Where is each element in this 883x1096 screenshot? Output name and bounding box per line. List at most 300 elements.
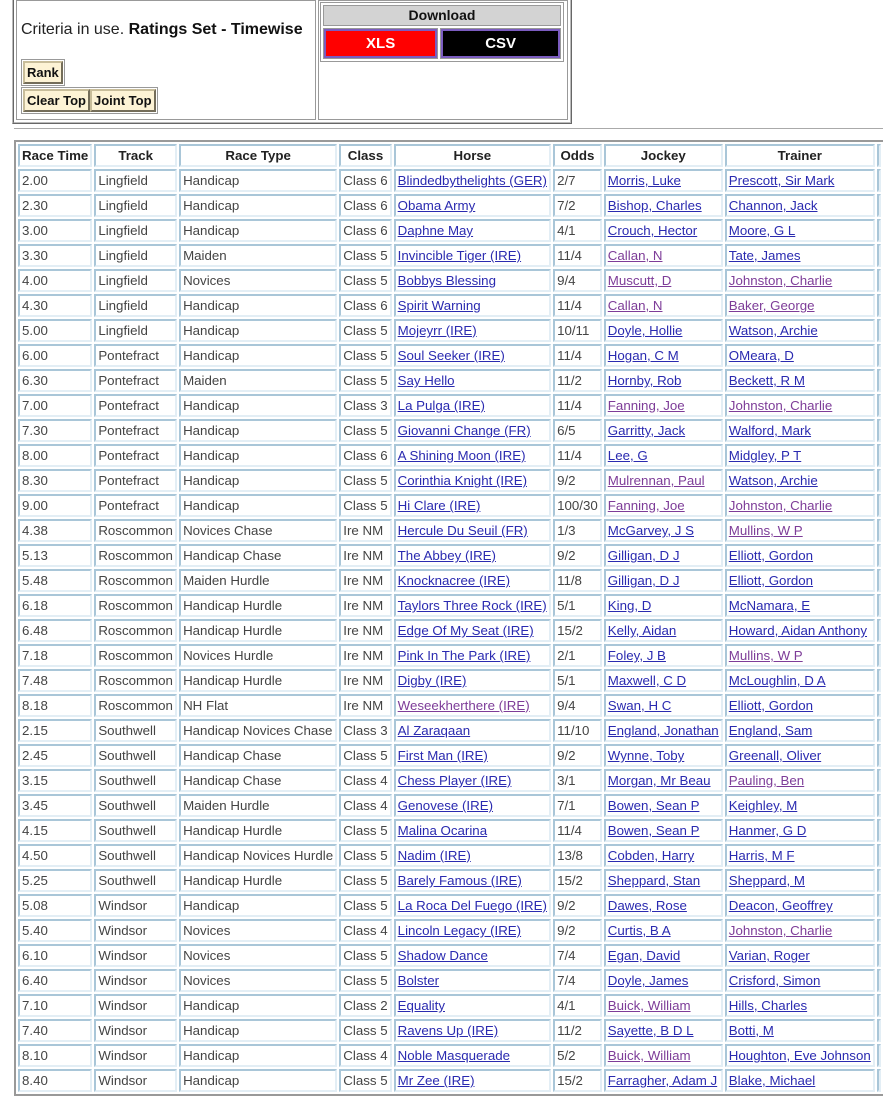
jockey-link[interactable]: Callan, N — [607, 248, 663, 263]
horse-link[interactable]: Nadim (IRE) — [397, 848, 471, 863]
race-time-cell: 2.45 — [18, 744, 92, 767]
col-header-jockey[interactable]: Jockey — [604, 144, 723, 167]
track-cell: Pontefract — [94, 419, 177, 442]
horse-cell — [394, 494, 551, 517]
jockey-link[interactable]: Buick, William — [607, 998, 691, 1013]
odds-cell: 2/1 — [553, 644, 602, 667]
trainer-cell — [725, 494, 875, 517]
trainer-link[interactable]: Elliott, Gordon — [728, 573, 814, 588]
jockey-link[interactable]: Cobden, Harry — [607, 848, 695, 863]
race-time-cell: 7.40 — [18, 1019, 92, 1042]
clear-top-button[interactable]: Clear Top — [23, 89, 90, 112]
jockey-cell — [604, 194, 723, 217]
trainer-link[interactable]: Tate, James — [728, 248, 801, 263]
track-cell: Roscommon — [94, 569, 177, 592]
trainer-link[interactable]: Mullins, W P — [728, 523, 803, 538]
horse-link[interactable]: Corinthia Knight (IRE) — [397, 473, 527, 488]
horse-link[interactable]: Bolster — [397, 973, 440, 988]
race-type-cell: Novices — [179, 969, 337, 992]
download-table — [320, 2, 564, 62]
jockey-link[interactable]: Lee, G — [607, 448, 648, 463]
jockey-cell — [604, 269, 723, 292]
cut-off-cell — [877, 1044, 881, 1067]
table-row — [18, 994, 881, 1017]
trainer-link[interactable]: Elliott, Gordon — [728, 548, 814, 563]
race-type-cell: Handicap Hurdle — [179, 669, 337, 692]
horse-link[interactable]: Equality — [397, 998, 445, 1013]
trainer-link[interactable]: Mullins, W P — [728, 648, 803, 663]
jockey-link[interactable]: McGarvey, J S — [607, 523, 694, 538]
jockey-cell — [604, 294, 723, 317]
odds-cell: 9/2 — [553, 744, 602, 767]
race-type-cell: Handicap Chase — [179, 769, 337, 792]
horse-link[interactable]: Noble Masquerade — [397, 1048, 511, 1063]
horse-link[interactable]: The Abbey (IRE) — [397, 548, 496, 563]
horse-link[interactable]: Giovanni Change (FR) — [397, 423, 531, 438]
class-cell: Ire NM — [339, 644, 391, 667]
jockey-link[interactable]: Crouch, Hector — [607, 223, 698, 238]
jockey-link[interactable]: Mulrennan, Paul — [607, 473, 705, 488]
horse-cell — [394, 619, 551, 642]
horse-link[interactable]: Soul Seeker (IRE) — [397, 348, 505, 363]
race-time-cell: 7.48 — [18, 669, 92, 692]
odds-cell: 7/4 — [553, 944, 602, 967]
odds-cell: 11/10 — [553, 719, 602, 742]
jockey-link[interactable]: Bowen, Sean P — [607, 823, 700, 838]
trainer-link[interactable]: Johnston, Charlie — [728, 398, 833, 413]
class-cell: Class 6 — [339, 219, 391, 242]
trainer-link[interactable]: Hanmer, G D — [728, 823, 807, 838]
race-type-cell: Handicap Hurdle — [179, 819, 337, 842]
horse-link[interactable]: Blindedbythelights (GER) — [397, 173, 547, 188]
trainer-link[interactable]: Johnston, Charlie — [728, 923, 833, 938]
odds-cell: 7/2 — [553, 194, 602, 217]
track-cell: Southwell — [94, 769, 177, 792]
class-cell: Class 5 — [339, 494, 391, 517]
horse-link[interactable]: Bobbys Blessing — [397, 273, 496, 288]
table-row — [18, 969, 881, 992]
odds-cell: 11/4 — [553, 244, 602, 267]
horse-cell — [394, 344, 551, 367]
horse-cell — [394, 819, 551, 842]
trainer-cell — [725, 344, 875, 367]
jockey-link[interactable]: Fanning, Joe — [607, 498, 685, 513]
col-header-class[interactable]: Class — [339, 144, 391, 167]
table-row — [18, 344, 881, 367]
class-cell: Class 5 — [339, 344, 391, 367]
race-time-cell: 2.00 — [18, 169, 92, 192]
table-row — [18, 244, 881, 267]
cut-off-cell — [877, 744, 881, 767]
odds-cell: 6/5 — [553, 419, 602, 442]
jockey-link[interactable]: Sayette, B D L — [607, 1023, 694, 1038]
table-row — [18, 844, 881, 867]
track-cell: Lingfield — [94, 294, 177, 317]
track-cell: Roscommon — [94, 594, 177, 617]
race-type-cell: Handicap — [179, 344, 337, 367]
trainer-cell — [725, 194, 875, 217]
trainer-link[interactable]: Moore, G L — [728, 223, 796, 238]
race-time-cell: 8.18 — [18, 694, 92, 717]
horse-cell — [394, 419, 551, 442]
col-header-horse[interactable]: Horse — [394, 144, 551, 167]
class-cell: Ire NM — [339, 594, 391, 617]
class-cell: Class 3 — [339, 719, 391, 742]
race-type-cell: Handicap — [179, 194, 337, 217]
track-cell: Lingfield — [94, 194, 177, 217]
horse-link[interactable]: Hercule Du Seuil (FR) — [397, 523, 528, 538]
jockey-cell — [604, 644, 723, 667]
criteria-prefix: Criteria in use. — [21, 21, 125, 38]
horse-cell — [394, 694, 551, 717]
trainer-link[interactable]: Pauling, Ben — [728, 773, 805, 788]
trainer-link[interactable]: Baker, George — [728, 298, 815, 313]
horse-link[interactable]: Invincible Tiger (IRE) — [397, 248, 522, 263]
horse-link[interactable]: Shadow Dance — [397, 948, 488, 963]
cut-off-cell — [877, 794, 881, 817]
class-cell: Class 2 — [339, 994, 391, 1017]
horse-cell — [394, 919, 551, 942]
trainer-link[interactable]: Channon, Jack — [728, 198, 818, 213]
trainer-link[interactable]: Elliott, Gordon — [728, 698, 814, 713]
horse-link[interactable]: Malina Ocarina — [397, 823, 488, 838]
rank-button[interactable]: Rank — [23, 61, 63, 84]
jockey-cell — [604, 794, 723, 817]
race-type-cell: Novices — [179, 919, 337, 942]
jockey-link[interactable]: Swan, H C — [607, 698, 672, 713]
race-type-cell: Handicap — [179, 394, 337, 417]
jockey-link[interactable]: Kelly, Aidan — [607, 623, 677, 638]
jockey-link[interactable]: Hornby, Rob — [607, 373, 682, 388]
trainer-link[interactable]: Blake, Michael — [728, 1073, 816, 1088]
jockey-link[interactable]: Gilligan, D J — [607, 548, 680, 563]
horse-link[interactable]: Knocknacree (IRE) — [397, 573, 511, 588]
class-cell: Class 6 — [339, 294, 391, 317]
jockey-cell — [604, 469, 723, 492]
races-table-wrap — [14, 140, 883, 1096]
trainer-link[interactable]: Watson, Archie — [728, 473, 818, 488]
horse-link[interactable]: Taylors Three Rock (IRE) — [397, 598, 547, 613]
jockey-link[interactable]: England, Jonathan — [607, 723, 719, 738]
horse-link[interactable]: Ravens Up (IRE) — [397, 1023, 499, 1038]
jockey-cell — [604, 594, 723, 617]
trainer-cell — [725, 844, 875, 867]
horse-link[interactable]: A Shining Moon (IRE) — [397, 448, 526, 463]
horse-link[interactable]: La Pulga (IRE) — [397, 398, 485, 413]
cut-off-cell — [877, 669, 881, 692]
horse-link[interactable]: La Roca Del Fuego (IRE) — [397, 898, 547, 913]
table-row — [18, 819, 881, 842]
horse-link[interactable]: Barely Famous (IRE) — [397, 873, 522, 888]
trainer-cell — [725, 169, 875, 192]
horse-link[interactable]: Lincoln Legacy (IRE) — [397, 923, 522, 938]
trainer-link[interactable]: Crisford, Simon — [728, 973, 821, 988]
trainer-link[interactable]: Howard, Aidan Anthony — [728, 623, 868, 638]
jockey-link[interactable]: Sheppard, Stan — [607, 873, 701, 888]
horse-link[interactable]: Say Hello — [397, 373, 455, 388]
jockey-link[interactable]: Egan, David — [607, 948, 681, 963]
jockey-cell — [604, 969, 723, 992]
jockey-cell — [604, 244, 723, 267]
class-cell: Class 5 — [339, 244, 391, 267]
race-time-cell: 4.38 — [18, 519, 92, 542]
trainer-link[interactable]: Prescott, Sir Mark — [728, 173, 835, 188]
trainer-link[interactable]: Houghton, Eve Johnson — [728, 1048, 871, 1063]
trainer-link[interactable]: Harris, M F — [728, 848, 795, 863]
jockey-link[interactable]: Bowen, Sean P — [607, 798, 700, 813]
horse-link[interactable]: Weseekherthere (IRE) — [397, 698, 530, 713]
odds-cell: 11/4 — [553, 394, 602, 417]
horse-link[interactable]: Genovese (IRE) — [397, 798, 494, 813]
jockey-cell — [604, 769, 723, 792]
horse-link[interactable]: Obama Army — [397, 198, 476, 213]
jockey-link[interactable]: Buick, William — [607, 1048, 691, 1063]
track-cell: Roscommon — [94, 644, 177, 667]
race-time-cell: 7.30 — [18, 419, 92, 442]
track-cell: Roscommon — [94, 619, 177, 642]
table-row — [18, 569, 881, 592]
race-time-cell: 2.15 — [18, 719, 92, 742]
cut-off-cell — [877, 269, 881, 292]
race-time-cell: 3.45 — [18, 794, 92, 817]
trainer-link[interactable]: Johnston, Charlie — [728, 498, 833, 513]
race-time-cell: 5.48 — [18, 569, 92, 592]
horse-cell — [394, 519, 551, 542]
horse-cell — [394, 244, 551, 267]
race-type-cell: Novices Hurdle — [179, 644, 337, 667]
class-cell: Class 4 — [339, 794, 391, 817]
class-cell: Ire NM — [339, 669, 391, 692]
jockey-link[interactable]: King, D — [607, 598, 652, 613]
class-cell: Class 5 — [339, 894, 391, 917]
cut-off-cell — [877, 469, 881, 492]
trainer-link[interactable]: Sheppard, M — [728, 873, 805, 888]
jockey-link[interactable]: Wynne, Toby — [607, 748, 685, 763]
horse-link[interactable]: Al Zaraqaan — [397, 723, 471, 738]
track-cell: Lingfield — [94, 244, 177, 267]
horse-link[interactable]: Chess Player (IRE) — [397, 773, 512, 788]
jockey-link[interactable]: Doyle, James — [607, 973, 689, 988]
track-cell: Pontefract — [94, 369, 177, 392]
track-cell: Roscommon — [94, 669, 177, 692]
cut-off-cell — [877, 1019, 881, 1042]
class-cell: Class 4 — [339, 919, 391, 942]
trainer-link[interactable]: Midgley, P T — [728, 448, 802, 463]
horse-cell — [394, 794, 551, 817]
trainer-link[interactable]: Botti, M — [728, 1023, 774, 1038]
trainer-cell — [725, 894, 875, 917]
table-row — [18, 944, 881, 967]
trainer-link[interactable]: Varian, Roger — [728, 948, 810, 963]
odds-cell: 3/1 — [553, 769, 602, 792]
xls-download-button[interactable]: XLS — [324, 29, 437, 58]
race-type-cell: Handicap Chase — [179, 744, 337, 767]
horse-cell — [394, 294, 551, 317]
trainer-link[interactable]: Beckett, R M — [728, 373, 805, 388]
horse-link[interactable]: First Man (IRE) — [397, 748, 488, 763]
race-type-cell: Handicap — [179, 294, 337, 317]
jockey-link[interactable]: Muscutt, D — [607, 273, 672, 288]
horse-link[interactable]: Hi Clare (IRE) — [397, 498, 481, 513]
track-cell: Windsor — [94, 944, 177, 967]
race-time-cell: 8.30 — [18, 469, 92, 492]
horse-link[interactable]: Mr Zee (IRE) — [397, 1073, 475, 1088]
table-row — [18, 594, 881, 617]
trainer-cell — [725, 1044, 875, 1067]
col-header-odds[interactable]: Odds — [553, 144, 602, 167]
track-cell: Windsor — [94, 1069, 177, 1092]
trainer-cell — [725, 669, 875, 692]
track-cell: Pontefract — [94, 494, 177, 517]
jockey-link[interactable]: Foley, J B — [607, 648, 666, 663]
col-header-track[interactable]: Track — [94, 144, 177, 167]
odds-cell: 10/11 — [553, 319, 602, 342]
trainer-link[interactable]: OMeara, D — [728, 348, 794, 363]
horse-cell — [394, 544, 551, 567]
track-cell: Windsor — [94, 994, 177, 1017]
trainer-link[interactable]: McLoughlin, D A — [728, 673, 826, 688]
table-row — [18, 319, 881, 342]
horse-link[interactable]: Mojeyrr (IRE) — [397, 323, 477, 338]
jockey-link[interactable]: Doyle, Hollie — [607, 323, 683, 338]
jockey-cell — [604, 744, 723, 767]
criteria-cell — [16, 0, 316, 120]
class-cell: Class 5 — [339, 319, 391, 342]
col-header-cut-off — [877, 144, 881, 167]
table-row — [18, 769, 881, 792]
cut-off-cell — [877, 394, 881, 417]
cut-off-cell — [877, 594, 881, 617]
trainer-link[interactable]: England, Sam — [728, 723, 813, 738]
cut-off-cell — [877, 819, 881, 842]
odds-cell: 11/4 — [553, 819, 602, 842]
col-header-race-type[interactable]: Race Type — [179, 144, 337, 167]
trainer-link[interactable]: Walford, Mark — [728, 423, 812, 438]
race-time-cell: 5.13 — [18, 544, 92, 567]
jockey-link[interactable]: Gilligan, D J — [607, 573, 680, 588]
odds-cell: 7/4 — [553, 969, 602, 992]
race-type-cell: Handicap Hurdle — [179, 594, 337, 617]
horse-link[interactable]: Spirit Warning — [397, 298, 481, 313]
table-row — [18, 544, 881, 567]
race-type-cell: Maiden — [179, 369, 337, 392]
trainer-link[interactable]: Keighley, M — [728, 798, 798, 813]
horse-link[interactable]: Daphne May — [397, 223, 474, 238]
horse-cell — [394, 594, 551, 617]
table-row — [18, 719, 881, 742]
trainer-cell — [725, 769, 875, 792]
trainer-link[interactable]: McNamara, E — [728, 598, 811, 613]
table-row — [18, 644, 881, 667]
race-type-cell: Handicap Novices Hurdle — [179, 844, 337, 867]
race-type-cell: Maiden — [179, 244, 337, 267]
jockey-link[interactable]: Bishop, Charles — [607, 198, 702, 213]
track-cell: Southwell — [94, 794, 177, 817]
odds-cell: 15/2 — [553, 1069, 602, 1092]
table-row — [18, 444, 881, 467]
trainer-link[interactable]: Deacon, Geoffrey — [728, 898, 833, 913]
jockey-link[interactable]: Morris, Luke — [607, 173, 681, 188]
trainer-cell — [725, 944, 875, 967]
jockey-link[interactable]: Fanning, Joe — [607, 398, 685, 413]
jockey-link[interactable]: Garritty, Jack — [607, 423, 686, 438]
horse-link[interactable]: Edge Of My Seat (IRE) — [397, 623, 534, 638]
table-row — [18, 669, 881, 692]
cut-off-cell — [877, 719, 881, 742]
table-row — [18, 894, 881, 917]
race-type-cell: Handicap — [179, 419, 337, 442]
horse-cell — [394, 194, 551, 217]
jockey-link[interactable]: Hogan, C M — [607, 348, 679, 363]
jockey-link[interactable]: Morgan, Mr Beau — [607, 773, 711, 788]
jockey-cell — [604, 1069, 723, 1092]
jockey-cell — [604, 944, 723, 967]
odds-cell: 11/2 — [553, 369, 602, 392]
class-cell: Class 6 — [339, 444, 391, 467]
cut-off-cell — [877, 494, 881, 517]
table-row — [18, 369, 881, 392]
criteria-text — [21, 21, 303, 39]
horse-link[interactable]: Pink In The Park (IRE) — [397, 648, 531, 663]
class-cell: Class 6 — [339, 194, 391, 217]
trainer-link[interactable]: Watson, Archie — [728, 323, 818, 338]
race-time-cell: 3.00 — [18, 219, 92, 242]
track-cell: Southwell — [94, 744, 177, 767]
jockey-cell — [604, 669, 723, 692]
horse-link[interactable]: Digby (IRE) — [397, 673, 467, 688]
horse-cell — [394, 1019, 551, 1042]
jockey-link[interactable]: Maxwell, C D — [607, 673, 687, 688]
race-time-cell: 2.30 — [18, 194, 92, 217]
horse-cell — [394, 944, 551, 967]
jockey-cell — [604, 219, 723, 242]
trainer-cell — [725, 794, 875, 817]
race-type-cell: Handicap — [179, 1069, 337, 1092]
jockey-link[interactable]: Farragher, Adam J — [607, 1073, 718, 1088]
col-header-trainer[interactable]: Trainer — [725, 144, 875, 167]
class-cell: Ire NM — [339, 619, 391, 642]
jockey-cell — [604, 694, 723, 717]
jockey-cell — [604, 894, 723, 917]
joint-top-button[interactable]: Joint Top — [90, 89, 156, 112]
horse-cell — [394, 719, 551, 742]
jockey-link[interactable]: Callan, N — [607, 298, 663, 313]
jockey-link[interactable]: Dawes, Rose — [607, 898, 687, 913]
csv-download-button[interactable]: CSV — [441, 29, 560, 58]
cut-off-cell — [877, 194, 881, 217]
table-row — [18, 194, 881, 217]
race-type-cell: Handicap — [179, 894, 337, 917]
jockey-link[interactable]: Curtis, B A — [607, 923, 671, 938]
table-row — [18, 869, 881, 892]
race-time-cell: 5.00 — [18, 319, 92, 342]
jockey-cell — [604, 919, 723, 942]
race-time-cell: 6.48 — [18, 619, 92, 642]
race-time-cell: 6.18 — [18, 594, 92, 617]
col-header-race-time[interactable]: Race Time — [18, 144, 92, 167]
class-cell: Class 4 — [339, 1044, 391, 1067]
horse-cell — [394, 219, 551, 242]
trainer-link[interactable]: Johnston, Charlie — [728, 273, 833, 288]
jockey-cell — [604, 444, 723, 467]
cut-off-cell — [877, 644, 881, 667]
trainer-link[interactable]: Greenall, Oliver — [728, 748, 822, 763]
cut-off-cell — [877, 319, 881, 342]
jockey-cell — [604, 819, 723, 842]
trainer-cell — [725, 369, 875, 392]
trainer-link[interactable]: Hills, Charles — [728, 998, 808, 1013]
track-cell: Pontefract — [94, 344, 177, 367]
